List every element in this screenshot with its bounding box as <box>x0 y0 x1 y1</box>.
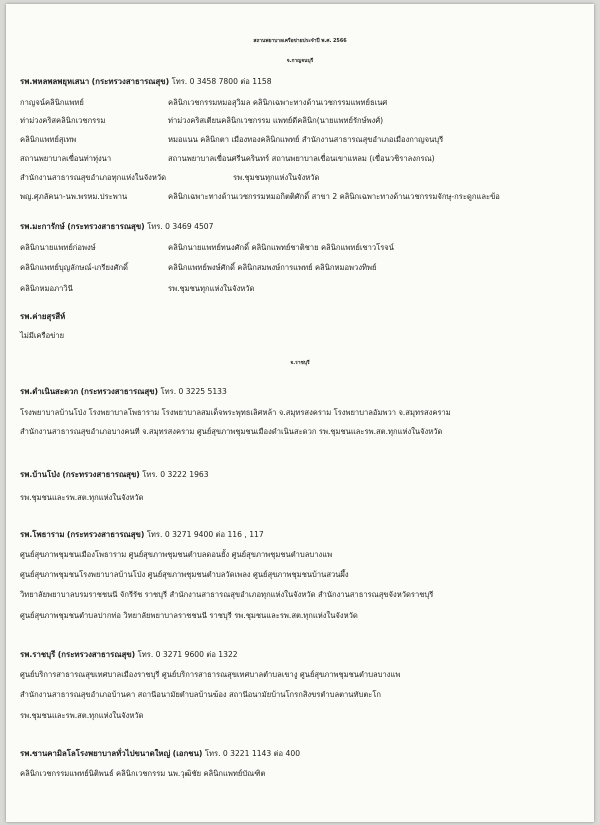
network-line: วิทยาลัยพยาบาลบรมราชชนนี จักรีรัช ราชบุรี สำนักงานสาธารณสุขอำเภอทุกแห่งในจังหวัด สำนักงานสาธารณสุขจังหวัดราชบุรี <box>20 590 434 599</box>
hospital-phone: โทร. 0 3221 1143 ต่อ 400 <box>204 749 301 758</box>
hospital-affiliation: (กระทรวงสาธารณสุข) <box>91 77 170 86</box>
document-page <box>6 4 594 822</box>
network-right: คลินิกเฉพาะทางด้านเวชกรรมหมอกิตติศักดิ์ สาขา 2 คลินิกเฉพาะทางด้านเวชกรรมจักษุ-กระดูกและข้อ <box>168 192 500 201</box>
network-right: คลินิกแพทย์พงษ์ศักดิ์ คลินิกสมพงษ์การแพทย์ คลินิกหมอพวงทิพย์ <box>168 263 377 272</box>
network-line: สำนักงานสาธารณสุขอำเภอบางคนที จ.สมุทรสงคราม ศูนย์สุขภาพชุมชนเมืองดำเนินสะดวก รพ.ชุมชนและรพ.สต.ทุกแห่งในจังหวัด <box>20 427 443 436</box>
hospital-affiliation: (กระทรวงสาธารณสุข) <box>66 530 145 539</box>
hospital-name: รพ.ดำเนินสะดวก <box>20 387 79 396</box>
network-line: คลินิกเวชกรรมแพทย์นิติพนธ์ คลินิกเวชกรรม นพ.วุฒิชัย คลินิกแพทย์บัณฑิต <box>20 769 266 778</box>
hospital-name: รพ.ค่ายสุรสีห์ <box>20 312 66 321</box>
network-left: สถานพยาบาลเขื่อนท่าทุ่งนา <box>20 154 112 163</box>
hospital-header <box>20 312 65 322</box>
hospital-name: รพ.บ้านโป่ง <box>20 470 60 479</box>
network-left: คลินิกแพทย์สุเทพ <box>20 135 77 144</box>
network-line: ศูนย์บริการสาธารณสุขเทศบาลเมืองราชบุรี ศูนย์บริการสาธารณสุขเทศบาลตำบลเขางู ศูนย์สุขภาพชุมชนตำบลบางแพ <box>20 670 401 679</box>
hospital-header <box>20 530 264 540</box>
network-line: ศูนย์สุขภาพชุมชนตำบลปากท่อ วิทยาลัยพยาบาลราชชนนี ราชบุรี รพ.ชุมชนและรพ.สต.ทุกแห่งในจังหวัด <box>20 611 358 620</box>
network-right: คลินิกเวชกรรมหมอสุวิมล คลินิกเฉพาะทางด้านเวชกรรมแพทย์ธเนศ <box>168 98 388 107</box>
hospital-name: รพ.พหลพลพยุหเสนา <box>20 77 90 86</box>
hospital-affiliation: (กระทรวงสาธารณสุข) <box>67 222 145 231</box>
hospital-name: รพ.มะการักษ์ <box>20 222 65 231</box>
network-line: รพ.ชุมชนและรพ.สต.ทุกแห่งในจังหวัด <box>20 493 144 502</box>
network-left: ท่าม่วงคริสคลินิกเวชกรรม <box>20 116 106 125</box>
hospital-header <box>20 387 227 397</box>
network-right: คลินิกนายแพทย์ทนงศักดิ์ คลินิกแพทย์ชาติชาย คลินิกแพทย์เชาวโรจน์ <box>168 243 394 252</box>
hospital-phone: โทร. 0 3225 5133 <box>160 387 227 396</box>
network-line: ศูนย์สุขภาพชุมชนโรงพยาบาลบ้านโป่ง ศูนย์สุขภาพชุมชนตำบลวัดเพลง ศูนย์สุขภาพชุมชนบ้านสวนผึ้ง <box>20 570 349 579</box>
hospital-name: รพ.ราชบุรี <box>20 650 56 659</box>
network-line: โรงพยาบาลบ้านโป่ง โรงพยาบาลโพธาราม โรงพยาบาลสมเด็จพระพุทธเลิศหล้า จ.สมุทรสงคราม โรงพยาบาลอัมพวา จ.สมุทรสงคราม <box>20 408 451 417</box>
network-right: สถานพยาบาลเขื่อนศรีนครินทร์ สถานพยาบาลเขื่อนเขาแหลม (เขื่อนวชิราลงกรณ) <box>168 154 435 163</box>
network-left: สำนักงานสาธารณสุขอำเภอทุกแห่งในจังหวัด <box>20 173 167 182</box>
network-right: รพ.ชุมชนทุกแห่งในจังหวัด <box>168 284 255 293</box>
network-line: รพ.ชุมชนและรพ.สต.ทุกแห่งในจังหวัด <box>20 711 144 720</box>
network-left: คลินิกหมอภาวินี <box>20 284 73 293</box>
network-left: ไม่มีเครือข่าย <box>20 331 65 340</box>
network-right: รพ.ชุมชนทุกแห่งในจังหวัด <box>233 173 320 182</box>
hospital-phone: โทร. 0 3458 7800 ต่อ 1158 <box>171 77 272 86</box>
hospital-name: รพ.โพธาราม <box>20 530 65 539</box>
province-heading: จ.ราชบุรี <box>290 360 310 366</box>
hospital-header <box>20 749 300 759</box>
hospital-phone: โทร. 0 3469 4507 <box>147 222 214 231</box>
hospital-phone: โทร. 0 3222 1963 <box>142 470 209 479</box>
hospital-header <box>20 650 238 660</box>
network-line: ศูนย์สุขภาพชุมชนเมืองโพธาราม ศูนย์สุขภาพชุมชนตำบลดอนยั้ง ศูนย์สุขภาพชุมชนตำบลบางแพ <box>20 550 333 559</box>
network-left: คลินิกนายแพทย์ก่อพงษ์ <box>20 243 96 252</box>
hospital-affiliation: (เอกชน) <box>172 749 203 758</box>
province-heading: จ.กาญจนบุรี <box>286 58 314 64</box>
hospital-affiliation: (กระทรวงสาธารณสุข) <box>80 387 159 396</box>
hospital-header <box>20 222 213 232</box>
network-left: คลินิกแพทย์บุญลักษณ์-เกรียงศักดิ์ <box>20 263 128 272</box>
hospital-affiliation: (กระทรวงสาธารณสุข) <box>62 470 140 479</box>
network-right: ท่าม่วงคริสเตียนคลินิกเวชกรรม แพทย์ดีคลินิก(นายแพทย์รักษ์พงศ์) <box>168 116 384 125</box>
network-line: สำนักงานสาธารณสุขอำเภอบ้านคา สถานีอนามัยตำบลบ้านฆ้อง สถานีอนามัยบ้านโกรกสิงขรตำบลตานทับตะโก <box>20 690 382 699</box>
hospital-affiliation: (กระทรวงสาธารณสุข) <box>57 650 136 659</box>
hospital-phone: โทร. 0 3271 9400 ต่อ 116 , 117 <box>146 530 264 539</box>
hospital-header <box>20 77 272 87</box>
hospital-phone: โทร. 0 3271 9600 ต่อ 1322 <box>137 650 238 659</box>
hospital-name: รพ.ซานคามิลโลโรงพยาบาลทั่วไปขนาดใหญ่ <box>20 749 171 758</box>
network-right: หมอแนน คลินิกตา เมืองทองคลินิกแพทย์ สำนักงานสาธารณสุขอำเภอเมืองกาญจนบุรี <box>168 135 444 144</box>
document-title: สถานพยาบาลเครือข่ายประจำปี พ.ศ. 2566 <box>253 38 347 44</box>
network-left: กาญจน์คลินิกแพทย์ <box>20 98 84 107</box>
hospital-header <box>20 470 209 480</box>
network-left: พญ.ศุภลัคนา-นพ.พรหม.ประพาน <box>20 192 128 201</box>
